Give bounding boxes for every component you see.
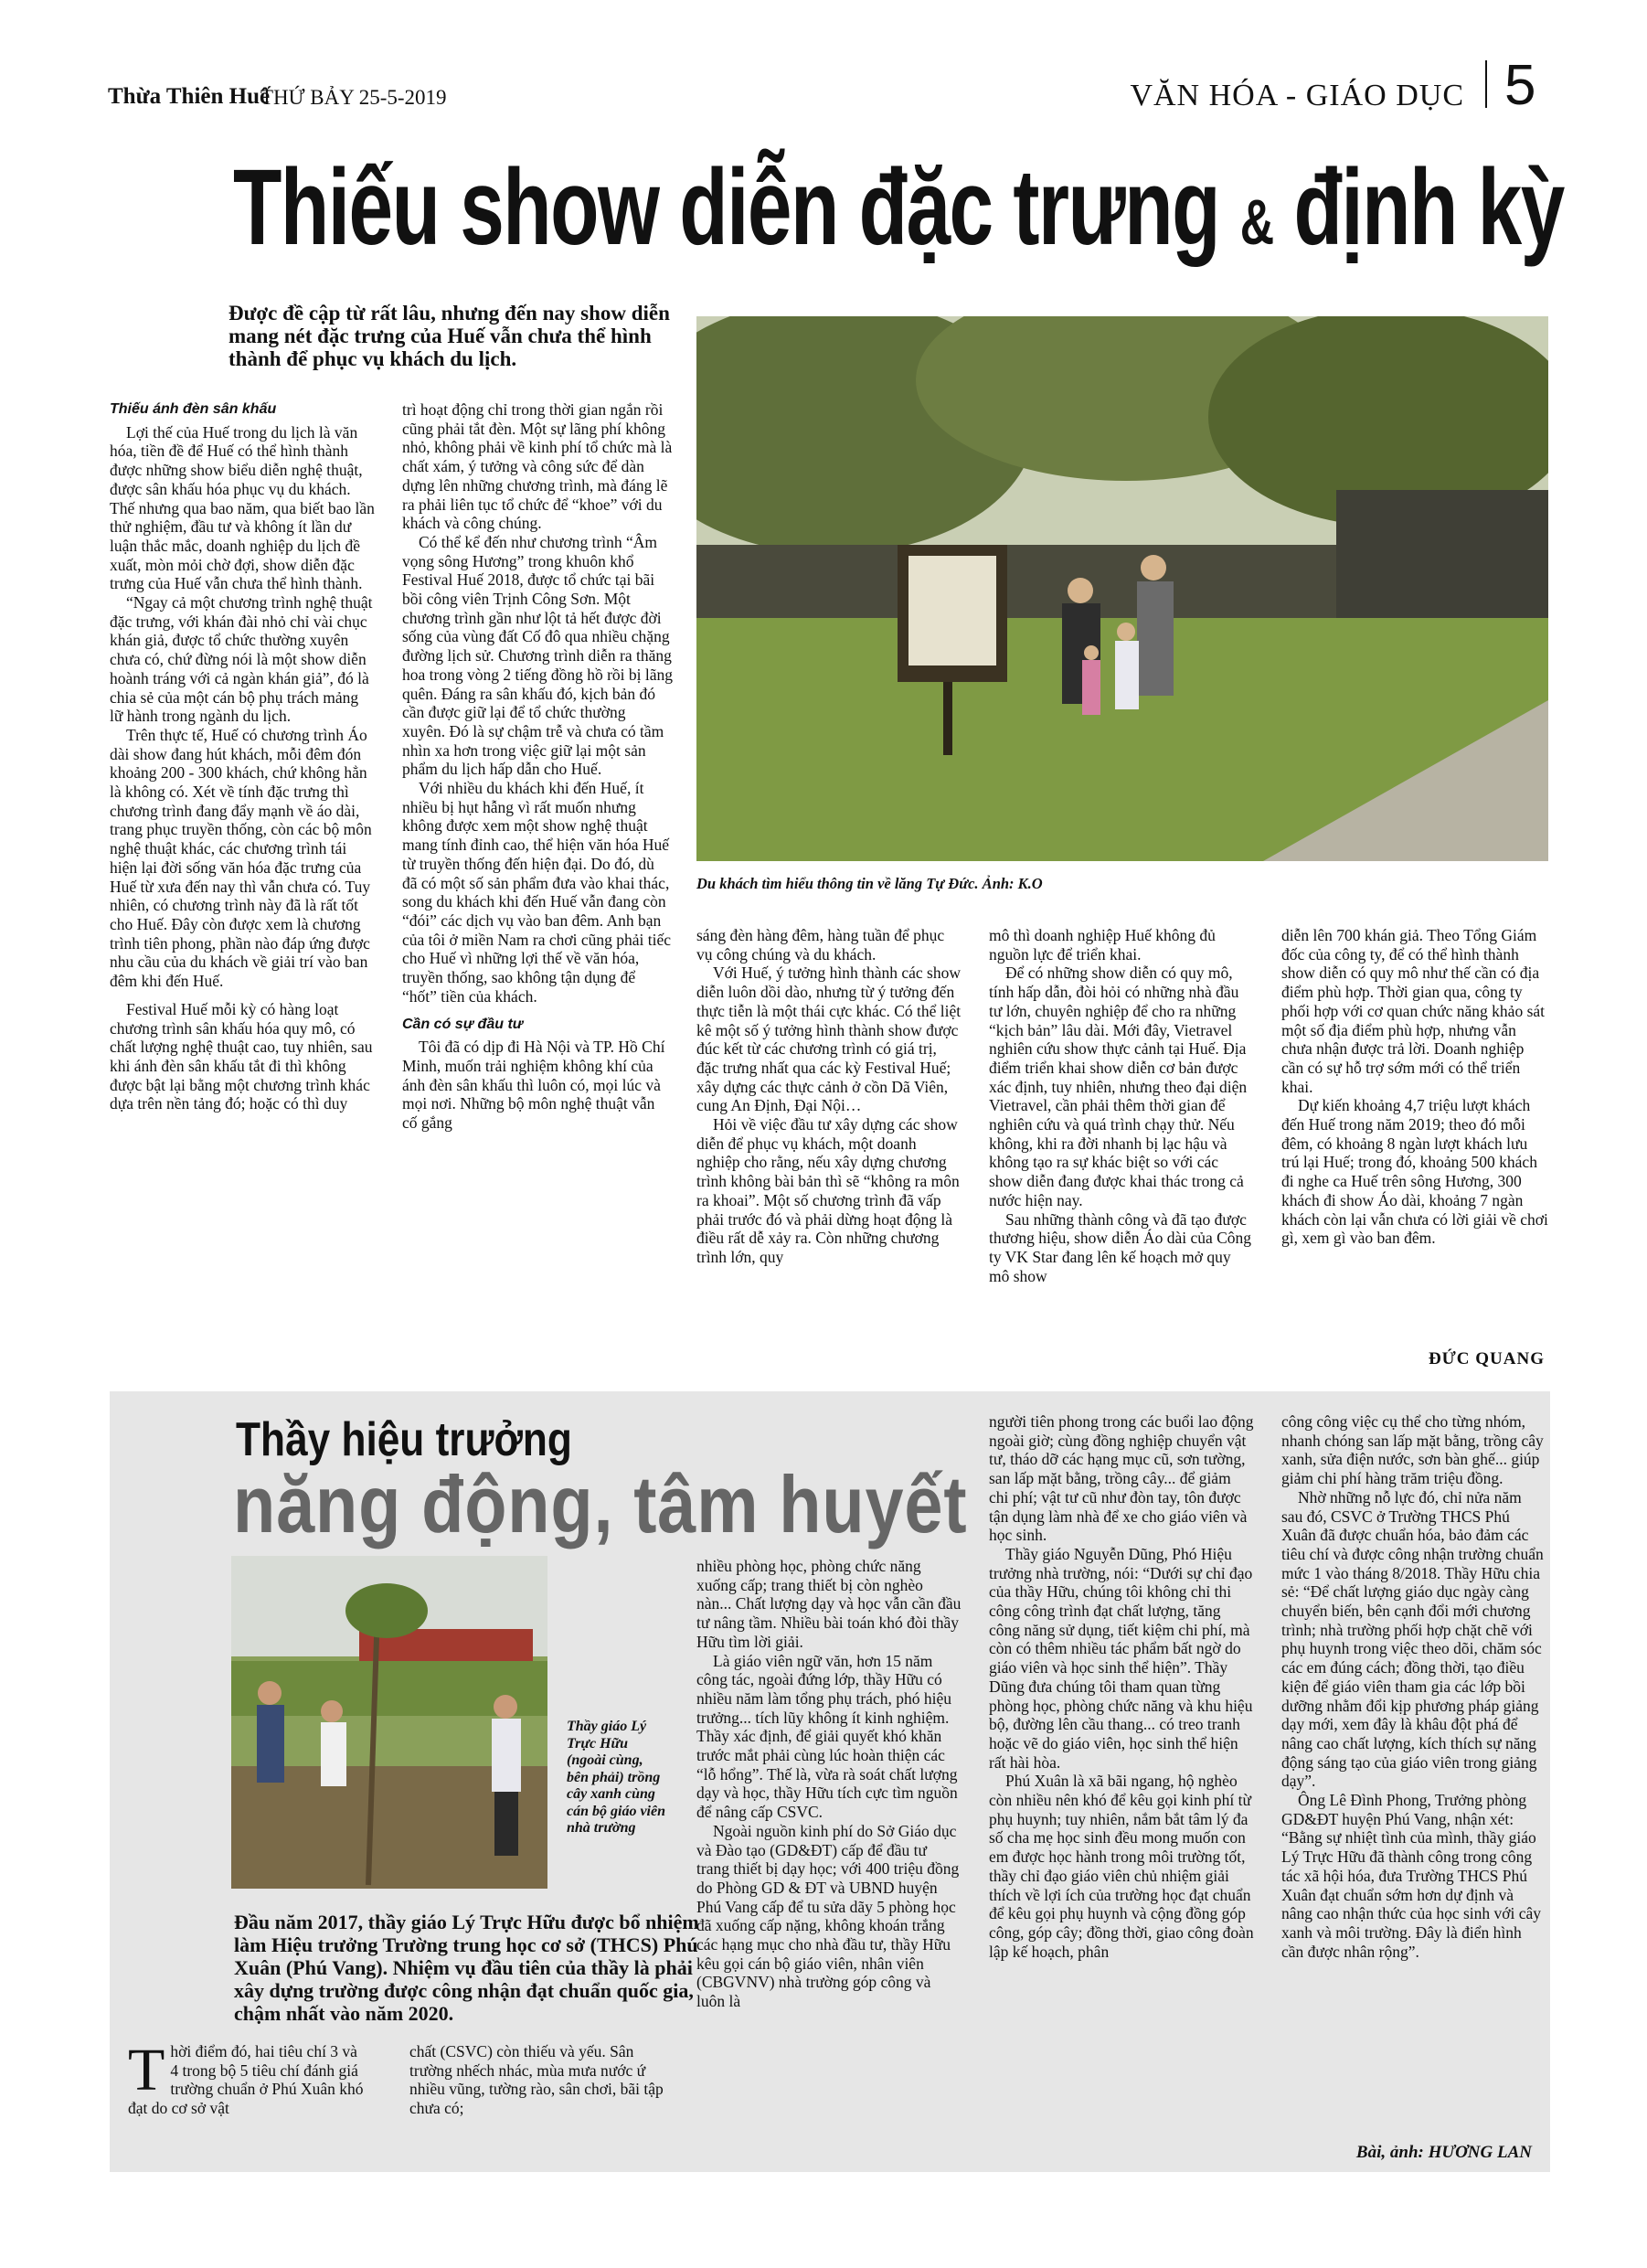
paragraph: Với nhiều du khách khi đến Huế, ít nhiều bị hụt hẫng vì rất muốn nhưng không được xem một show nghệ thuật mang tính đỉnh cao, thể hiện văn hóa Huế từ truyền thống đến hiện đại. Do đó, dù đã có một số sản phẩm đưa vào khai thác, song du khách khi đến Huế vẫn đang còn “đói” các dịch vụ vào ban đêm. Anh bạn của tôi ở miền Nam ra chơi cũng phải tiếc cho Huế vì những lợi thế về văn hóa, truyền thống, sao không tận dụng để “hốt” tiền của khách. — [402, 779, 672, 1006]
article1-column-2 — [402, 400, 673, 1133]
page-number: 5 — [1504, 54, 1536, 117]
article2-column-1 — [128, 2037, 367, 2118]
paragraph: nhiều phòng học, phòng chức năng xuống cấp; trang thiết bị còn nghèo nàn... Chất lượng dạy và học vẫn cần đầu tư nâng tầm. Nhiều bài toán khó đòi thầy Hữu tìm lời giải. — [696, 1557, 962, 1651]
article1-column-1 — [110, 400, 375, 1113]
subhead-investment: Cần có sự đầu tư — [402, 1016, 524, 1032]
paragraph: Phú Xuân là xã bãi ngang, hộ nghèo còn nhiều nên khó để kêu gọi kinh phí từ phụ huynh; tuy nhiên, nắm bắt tâm lý đa số cha mẹ học sinh đều mong muốn con em được học hành trong môi trường tốt, thầy chỉ đạo giáo viên chủ nhiệm giải thích về lợi ích của trường học đạt chuẩn để kêu gọi phụ huynh và cộng đồng góp công, góp cây; đồng thời, giao công đoàn lập kế hoạch, phân — [989, 1772, 1254, 1961]
article1-lead: Được đề cập từ rất lâu, nhưng đến nay show diễn mang nét đặc trưng của Huế vẫn chưa thể hình thành để phục vụ khách du lịch. — [228, 302, 670, 370]
article1-column-3 — [696, 926, 962, 1267]
page-number-divider — [1485, 60, 1487, 108]
article2-column-4 — [989, 1412, 1254, 1961]
article2-headline-line2: năng động, tâm huyết — [233, 1459, 968, 1549]
article2-headline-line1: Thầy hiệu trưởng — [236, 1413, 572, 1466]
paragraph: Nhờ những nỗ lực đó, chỉ nửa năm sau đó, CSVC ở Trường THCS Phú Xuân đã được chuẩn hóa, bảo đảm các tiêu chí và được công nhận trường chuẩn mức 1 vào tháng 8/2018. Thầy Hữu chia sẻ: “Để chất lượng giáo dục ngày càng chuyển biến, bên cạnh đổi mới chương trình; nhà trường phối hợp chặt chẽ với phụ huynh trong việc theo dõi, chăm sóc các em đúng cách; đồng thời, tạo điều kiện để giáo viên tham gia các lớp bồi dưỡng nhằm đổi kịp phương pháp giảng dạy mới, xem đây là khâu đột phá để nâng cao chất lượng, kích thích sự năng động sáng tạo của giáo viên trong giảng dạy”. — [1281, 1487, 1544, 1791]
paragraph: “Ngay cả một chương trình nghệ thuật đặc trưng, với khán đài nhỏ chỉ vài chục khán giả, được tổ chức thường xuyên chưa có, chứ đừng nói là một show diễn hoành tráng với cả ngàn khán giả”, đó là chia sẻ của một cán bộ phụ trách mảng lữ hành trong ngành du lịch. — [110, 593, 373, 726]
article2-column-3 — [696, 1557, 962, 2011]
issue-date: THỨ BẢY 25-5-2019 — [260, 86, 447, 109]
paragraph — [128, 2037, 367, 2118]
article1-column-5 — [1281, 926, 1548, 1248]
paragraph: Với Huế, ý tưởng hình thành các show diễn luôn dồi dào, nhưng từ ý tưởng đến thực tiễn là một thái cực khác. Có thể liệt kê một số ý tưởng hình thành show được đúc kết từ các chương trình có giá trị, đặc trưng nhất qua các kỳ Festival Huế; xây dựng các thực cảnh ở cồn Dã Viên, cung An Định, Đại Nội… — [696, 964, 962, 1115]
article2-lead: Đầu năm 2017, thầy giáo Lý Trực Hữu được bổ nhiệm làm Hiệu trưởng Trường trung học cơ sở (THCS) Phú Xuân (Phú Vang). Nhiệm vụ đầu tiên của thầy là phải xây dựng trường được công nhận đạt chuẩn quốc gia, chậm nhất vào năm 2020. — [234, 1911, 699, 2025]
paragraph: Có thể kể đến như chương trình “Âm vọng sông Hương” trong khuôn khổ Festival Huế 2018, được tổ chức tại bãi bồi công viên Trịnh Công Sơn. Một chương trình gần như lột tả hết được đời sống của vùng đất Cố đô qua nhiều chặng đường lịch sử. Chương trình diễn ra thăng hoa trong vòng 2 tiếng đồng hồ rồi bị lãng quên. Đáng ra sân khấu đó, kịch bản đó cần được giữ lại để tổ chức thường xuyên. Đó là sự chậm trễ và chưa có tầm nhìn xa hơn trong việc giữ lại một sản phẩm du lịch hấp dẫn cho Huế. — [402, 532, 674, 779]
paragraph: chất (CSVC) còn thiếu và yếu. Sân trường nhếch nhác, mùa mưa nước ứ nhiều vũng, tường rào, sân chơi, bãi tập chưa có; — [409, 2042, 664, 2118]
paragraph: Lợi thế của Huế trong du lịch là văn hóa, tiền đề để Huế có thể hình thành được những show biểu diễn nghệ thuật, được sân khấu hóa phục vụ du khách. Thế nhưng qua bao năm, qua biết bao lần thử nghiệm, đầu tư và không ít lần dư luận thắc mắc, doanh nghiệp du lịch đề xuất, mòn mỏi chờ đợi, show diễn đặc trưng của Huế vẫn chưa thể hình thành. — [110, 422, 375, 593]
headline-main: Thiếu show diễn đặc trưng — [233, 147, 1219, 268]
paragraph-text: hời điểm đó, hai tiêu chí 3 và 4 trong bộ 5 tiêu chí đánh giá trường chuẩn ở Phú Xuân khó đạt do cơ sở vật — [128, 2042, 364, 2118]
paragraph: Trên thực tế, Huế có chương trình Áo dài show đang hút khách, mỗi đêm đón khoảng 200 - 300 khách, chứ không hẳn là không có. Xét về tính đặc trưng thì chương trình đang đẩy mạnh về áo dài, trang phục truyền thống, còn các bộ môn nghệ thuật khác, các chương trình tái hiện lại đời sống văn hóa đặc trưng của Huế từ xưa đến nay thì vẫn chưa có. Tuy nhiên, có chương trình này đã là rất tốt cho Huế. Đây còn được xem là chương trình tiên phong, phần nào đáp ứng được nhu cầu của du khách về giải trí vào ban đêm khi đến Huế. — [110, 725, 372, 991]
paragraph: Festival Huế mỗi kỳ có hàng loạt chương trình sân khấu hóa quy mô, có chất lượng nghệ thuật cao, tuy nhiên, sau khi ánh đèn sân khấu tắt đi thì không được bật lại bằng một chương trình khác dựa trên nền tảng đó; hoặc có thì duy — [110, 999, 373, 1113]
paragraph: Sau những thành công và đã tạo được thương hiệu, show diễn Áo dài của Công ty VK Star đang lên kế hoạch mở quy mô show — [989, 1209, 1252, 1285]
section-title: VĂN HÓA - GIÁO DỤC — [1130, 79, 1464, 112]
paragraph: Là giáo viên ngữ văn, hơn 15 năm công tác, ngoài đứng lớp, thầy Hữu có nhiều năm làm tổng phụ trách, phó hiệu trưởng... tích lũy không ít kinh nghiệm. Thầy xác định, để giải quyết khó khăn trước mắt phải cùng lúc hoàn thiện các “lỗ hổng”. Thế là, vừa rà soát chất lượng dạy và học, thầy Hữu tích cực tìm nguồn để nâng cấp CSVC. — [696, 1651, 958, 1822]
paragraph: diễn lên 700 khán giả. Theo Tổng Giám đốc của công ty, để có thể hình thành show diễn có quy mô như thế cần có địa điểm phù hợp. Thời gian qua, công ty phối hợp với cơ quan chức năng khảo sát một số địa điểm phù hợp, nhưng vẫn chưa nhận được trả lời. Doanh nghiệp cần có sự hỗ trợ sớm mới có thể triển khai. — [1281, 926, 1546, 1096]
article2-photo-caption: Thầy giáo Lý Trực Hữu (ngoài cùng, bên phải) trồng cây xanh cùng cán bộ giáo viên nhà trường — [567, 1719, 665, 1836]
paragraph: Tôi đã có dịp đi Hà Nội và TP. Hồ Chí Minh, muốn trải nghiệm không khí của ánh đèn sân khấu thì luôn có, mọi lúc và mọi nơi. Những bộ môn nghệ thuật vẫn cố gắng — [402, 1038, 665, 1133]
article2-column-5 — [1281, 1412, 1546, 1961]
article2-photo — [231, 1556, 547, 1889]
article1-headline — [233, 147, 1564, 268]
paragraph: người tiên phong trong các buổi lao động ngoài giờ; cùng đồng nghiệp chuyển vật tư, tháo dỡ các hạng mục cũ, sơn tường, san lấp mặt bằng, trồng cây... để giảm chi phí; vật tư cũ như đòn tay, tôn được tận dụng làm nhà để xe cho giáo viên và học sinh. — [989, 1412, 1254, 1545]
article2-column-2 — [409, 2042, 675, 2118]
paragraph: trì hoạt động chỉ trong thời gian ngắn rồi cũng phải tắt đèn. Một sự lãng phí không nhỏ, không phải về kinh phí tổ chức mà là chất xám, ý tưởng và công sức để dàn dựng lên những chương trình, mà đáng lẽ ra phải liên tục tổ chức để “khoe” với du khách và công chúng. — [402, 400, 673, 533]
article2-byline: Bài, ảnh: HƯƠNG LAN — [1355, 2143, 1532, 2162]
paragraph: Thầy giáo Nguyễn Dũng, Phó Hiệu trưởng nhà trường, nói: “Dưới sự chỉ đạo của thầy Hữu, chúng tôi không chỉ thi công công trình đạt chất lượng, tăng công năng sử dụng, tiết kiệm chi phí, mà còn có thêm nhiều tác phẩm bất ngờ do giáo viên và học sinh thể hiện”. Thầy Dũng đưa chúng tôi tham quan từng phòng học, phòng chức năng và khu hiệu bộ, đường lên cầu thang... có treo tranh hoặc vẽ do giáo viên, học sinh thể hiện rất hài hòa. — [989, 1544, 1253, 1772]
paragraph: công công việc cụ thể cho từng nhóm, nhanh chóng san lấp mặt bằng, trồng cây xanh, sửa điện nước, sơn bàn ghế... giúp giảm chi phí hàng trăm triệu đồng. — [1281, 1412, 1544, 1488]
tree-planting-photo — [231, 1556, 547, 1889]
paragraph: Hỏi về việc đầu tư xây dựng các show diễn để phục vụ khách, một doanh nghiệp cho rằng, nếu xây dựng chương trình không bài bản thì sẽ “không ra môn ra khoai”. Một số chương trình đã vấp phải trước đó và phải dừng hoạt động là điều rất dễ xảy ra. Còn những chương trình lớn, quy — [696, 1115, 960, 1266]
article1-column-4 — [989, 926, 1254, 1285]
headline-ampersand: & — [1239, 186, 1273, 258]
paragraph: Ngoài nguồn kinh phí do Sở Giáo dục và Đào tạo (GD&ĐT) cấp để đầu tư trang thiết bị dạy học; với 400 triệu đồng do Phòng GD & ĐT và UBND huyện Phú Vang cấp để tu sửa dãy 5 phòng học đã xuống cấp nặng, không khoán trắng các hạng mục cho nhà đầu tư, thầy Hữu kêu gọi cán bộ giáo viên, nhân viên (CBGVNV) nhà trường góp công và luôn là — [696, 1821, 960, 2011]
subhead-stage-lights: Thiếu ánh đèn sân khấu — [110, 401, 277, 417]
paragraph: Dự kiến khoảng 4,7 triệu lượt khách đến Huế trong năm 2019; theo đó mỗi đêm, có khoảng 8 ngàn lượt khách lưu trú lại Huế; trong đó, khoảng 500 khách đi nghe ca Huế trên sông Hương, 300 khách đi show Áo dài, khoảng 7 ngàn khách còn lại vẫn chưa có lời giải về chơi gì, xem gì vào ban đêm. — [1281, 1096, 1548, 1248]
headline-tail: định kỳ — [1293, 147, 1564, 268]
paragraph: mô thì doanh nghiệp Huế không đủ nguồn lực để triển khai. — [989, 926, 1216, 964]
drop-cap: T — [128, 2037, 165, 2103]
tomb-visitors-photo — [696, 316, 1548, 861]
article1-byline: ĐỨC QUANG — [1428, 1349, 1545, 1368]
article1-photo — [696, 316, 1548, 861]
paragraph: Để có những show diễn có quy mô, tính hấp dẫn, đòi hỏi có những nhà đầu tư lớn, chuyên nghiệp để cho ra những “kịch bản” lâu dài. Mới đây, Vietravel nghiên cứu show thực cảnh tại Huế. Địa điểm triển khai show diễn cơ bản được xác định, tuy nhiên, nhưng theo đại diện Vietravel, cần phải thêm thời gian để nghiên cứu và quá trình chạy thử. Nếu không, khi ra đời nhanh bị lạc hậu và không tạo ra sự khác biệt so với các show diễn đang được khai thác trong cả nước hiện nay. — [989, 964, 1248, 1209]
article1-photo-caption: Du khách tìm hiểu thông tin về lăng Tự Đức. Ảnh: K.O — [696, 875, 1043, 892]
paper-name: Thừa Thiên Huế — [108, 84, 271, 109]
paragraph: Ông Lê Đình Phong, Trưởng phòng GD&ĐT huyện Phú Vang, nhận xét: “Bằng sự nhiệt tình của mình, thầy giáo Lý Trực Hữu đã thành công trong công tác xã hội hóa, đưa Trường THCS Phú Xuân đạt chuẩn sớm hơn dự định và nâng cao nhận thức của học sinh với cây xanh và môi trường. Đây là điển hình cần được nhân rộng”. — [1281, 1791, 1542, 1961]
paragraph: sáng đèn hàng đêm, hàng tuần để phục vụ công chúng và du khách. — [696, 926, 945, 964]
